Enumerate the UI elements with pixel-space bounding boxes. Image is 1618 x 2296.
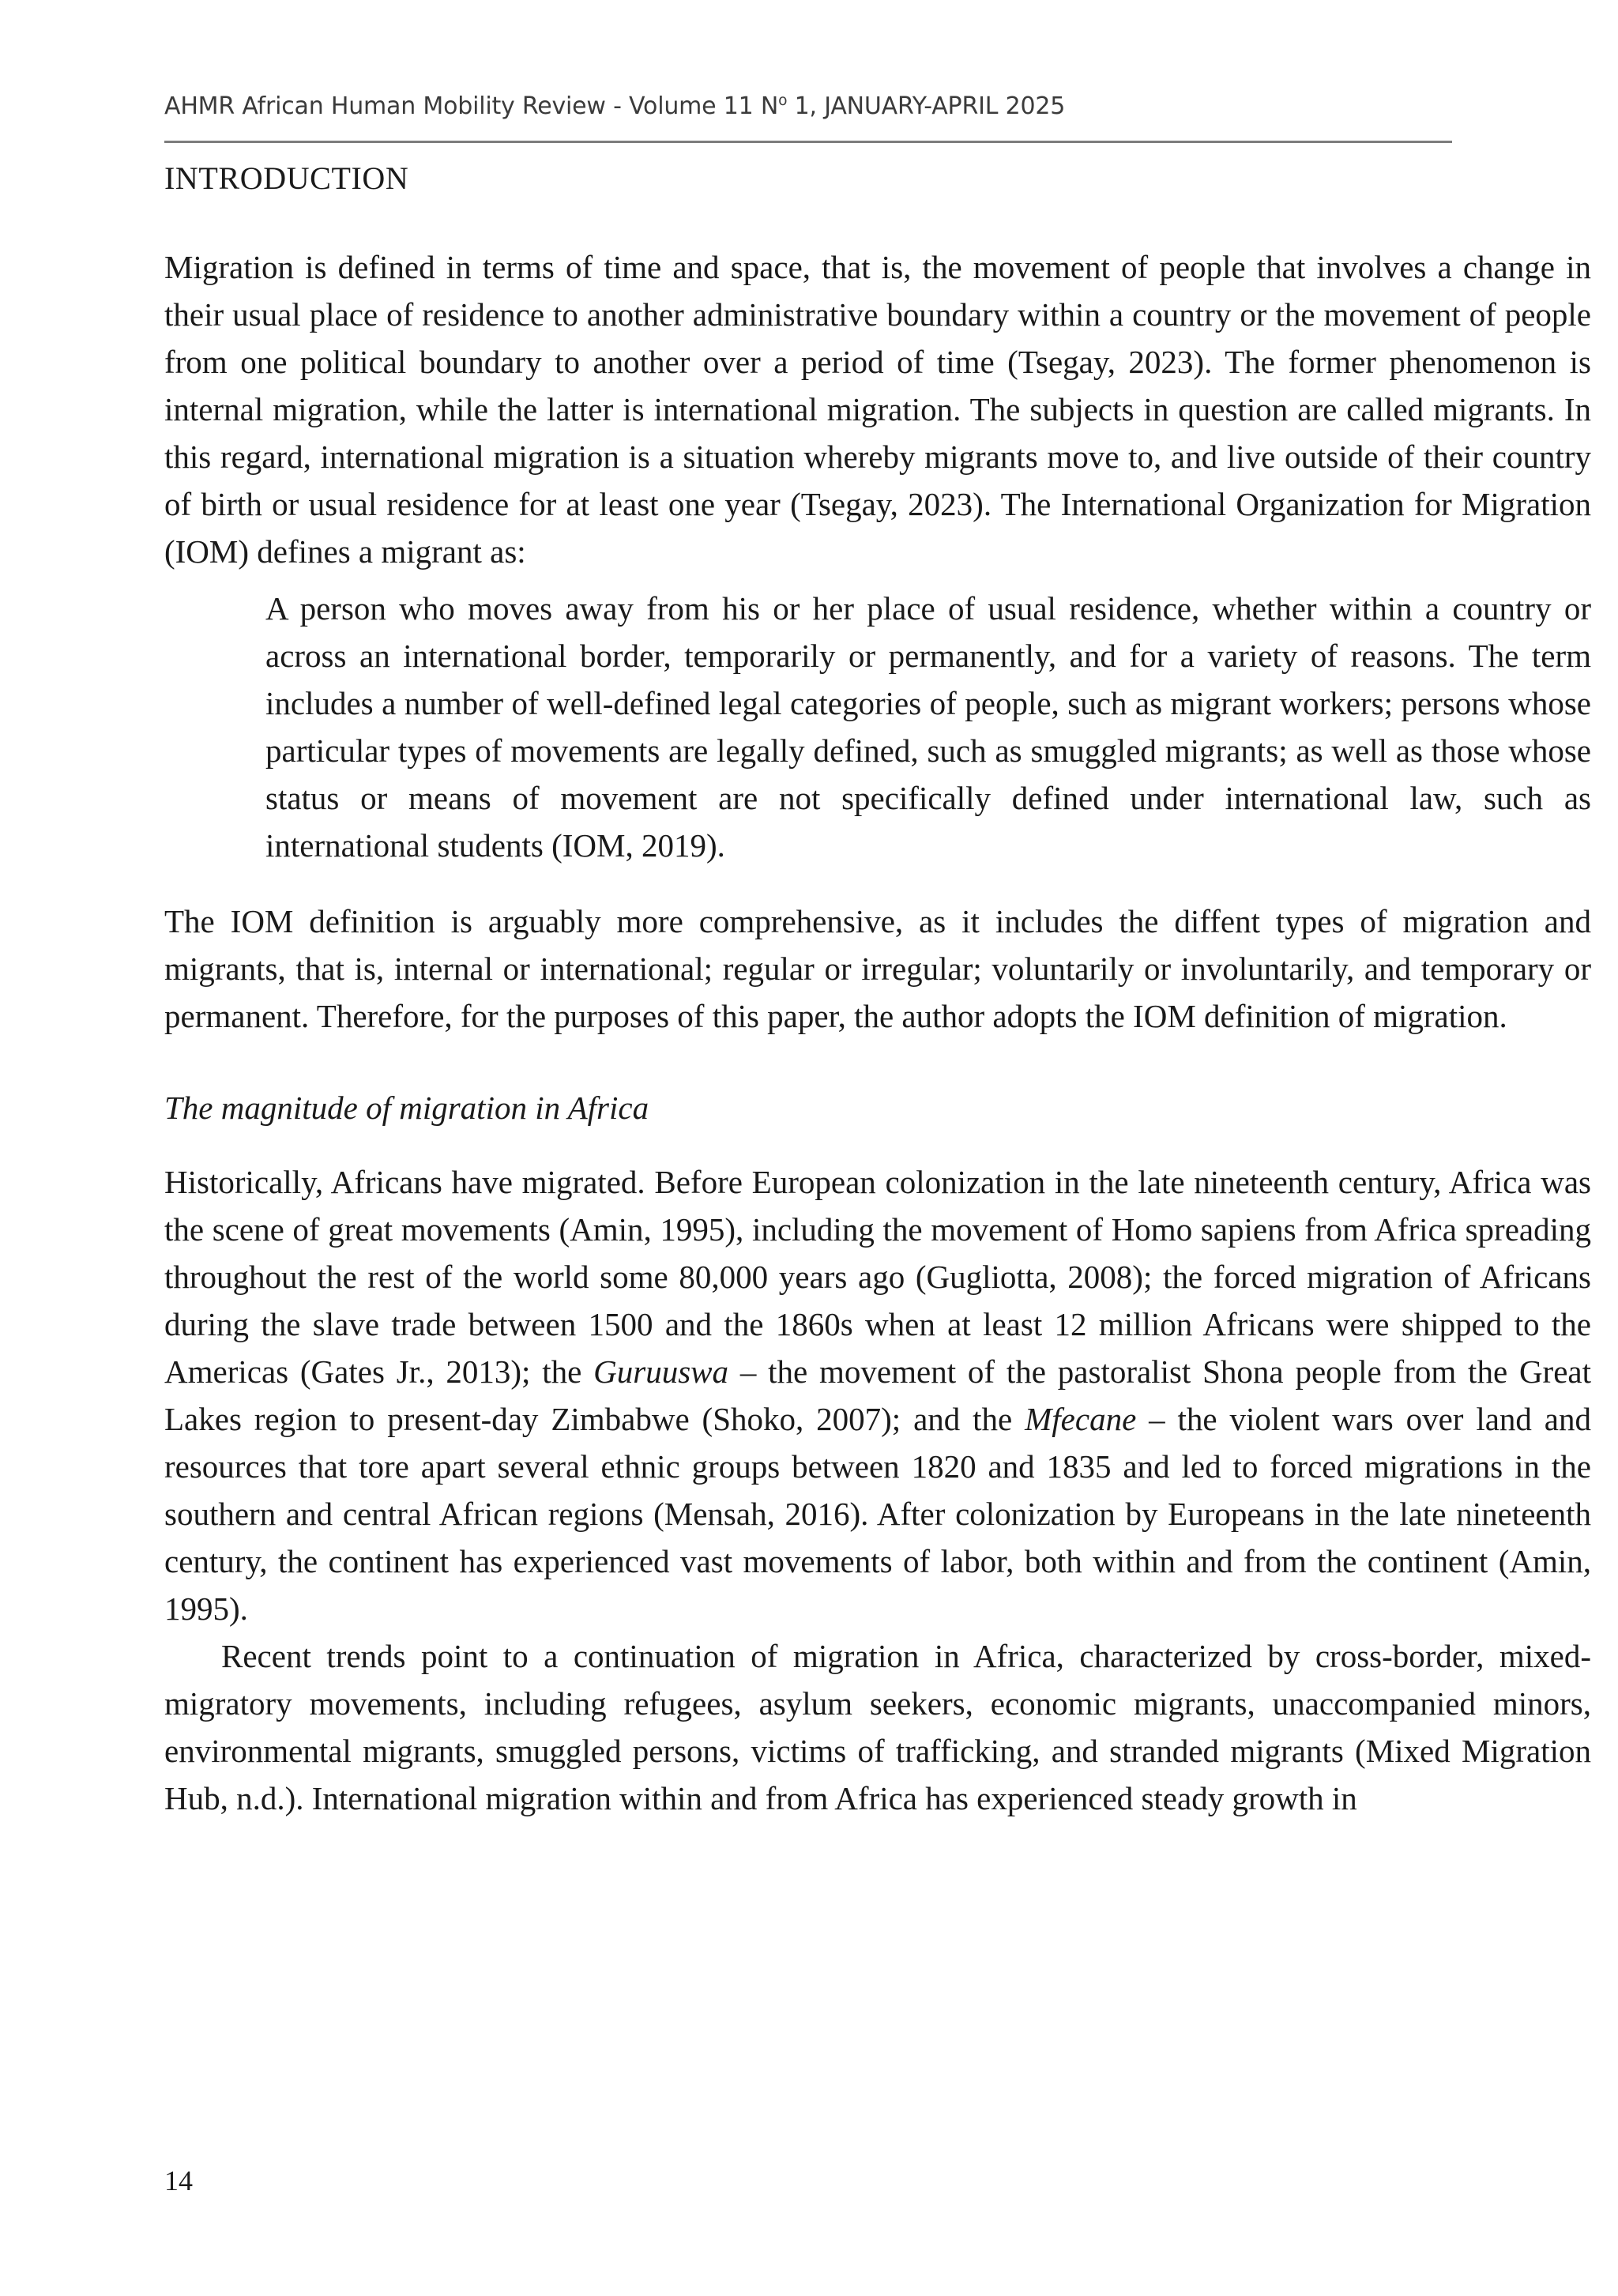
blockquote-iom-definition [164,585,1591,869]
running-head-superscript: o [778,92,788,109]
africa-par-part2: – the movement of the pastoralist Shona people from the Great Lakes region to present-day Zimbabwe (Shoko, 2007); and the [164,1353,1591,1437]
header-divider-rule [164,141,1452,143]
subheading-magnitude-of-migration: The magnitude of migration in Africa [164,1090,649,1126]
africa-par-part1: Historically, Africans have migrated. Before European colonization in the late nineteenth century, Africa was the scene of great movements (Amin, 1995), including the movement of Homo sapiens from Africa spreading throughout the rest of the world some 80,000 years ago (Gugliotta, 2008); the forced migration of Africans during the slave trade between 1500 and the 1860s when at least 12 million Africans were shipped to the Americas (Gates Jr., 2013); the [164,1164,1591,1390]
paragraph-african-migration-history [164,1158,1591,1632]
italic-term-mfecane: Mfecane [1025,1401,1137,1437]
running-head-suffix: 1, JANUARY-APRIL 2025 [787,92,1066,120]
running-head-prefix: AHMR African Human Mobility Review - Volume 11 N [164,92,779,120]
section-title: INTRODUCTION [164,160,409,196]
paragraph-migration-definition: Migration is defined in terms of time and space, that is, the movement of people that involves a change in their usual place of residence to another administrative boundary within a country or the movement of people from one political boundary to another over a period of time (Tsegay, 2023). The former phenomenon is internal migration, while the latter is international migration. The subjects in question are called migrants. In this regard, international migration is a situation whereby migrants move to, and live outside of their country of birth or usual residence for at least one year (Tsegay, 2023). The International Organization for Migration (IOM) defines a migrant as: [164,249,1591,570]
running-head [164,92,1452,120]
running-head-text [164,92,1452,120]
text-column [164,155,1591,1822]
paragraph-recent-trends: Recent trends point to a continuation of migration in Africa, characterized by cross-border, mixed-migratory movements, including refugees, asylum seekers, economic migrants, unaccompanied minors, environmental migrants, smuggled persons, victims of trafficking, and stranded migrants (Mixed Migration Hub, n.d.). International migration within and from Africa has experienced steady growth in [164,1638,1591,1816]
page-number: 14 [164,2165,193,2196]
africa-par-part3: – the violent wars over land and resources that tore apart several ethnic groups between 1820 and 1835 and led to forced migrations in the southern and central African regions (Mensah, 2016). After colonization by Europeans in the late nineteenth century, the continent has experienced vast movements of labor, both within and from the continent (Amin, 1995). [164,1401,1591,1627]
paragraph-iom-comprehensive: The IOM definition is arguably more comprehensive, as it includes the diffent types of migration and migrants, that is, internal or international; regular or irregular; voluntarily or involuntarily, and temporary or permanent. Therefore, for the purposes of this paper, the author adopts the IOM definition of migration. [164,903,1591,1034]
blockquote-text: A person who moves away from his or her place of usual residence, whether within a country or across an international border, temporarily or permanently, and for a variety of reasons. The term includes a number of well-defined legal categories of people, such as migrant workers; persons whose particular types of movements are legally defined, such as smuggled migrants; as well as those whose status or means of movement are not specifically defined under international law, such as international students (IOM, 2019). [265,590,1591,864]
italic-term-guruuswa: Guruuswa [593,1353,729,1390]
